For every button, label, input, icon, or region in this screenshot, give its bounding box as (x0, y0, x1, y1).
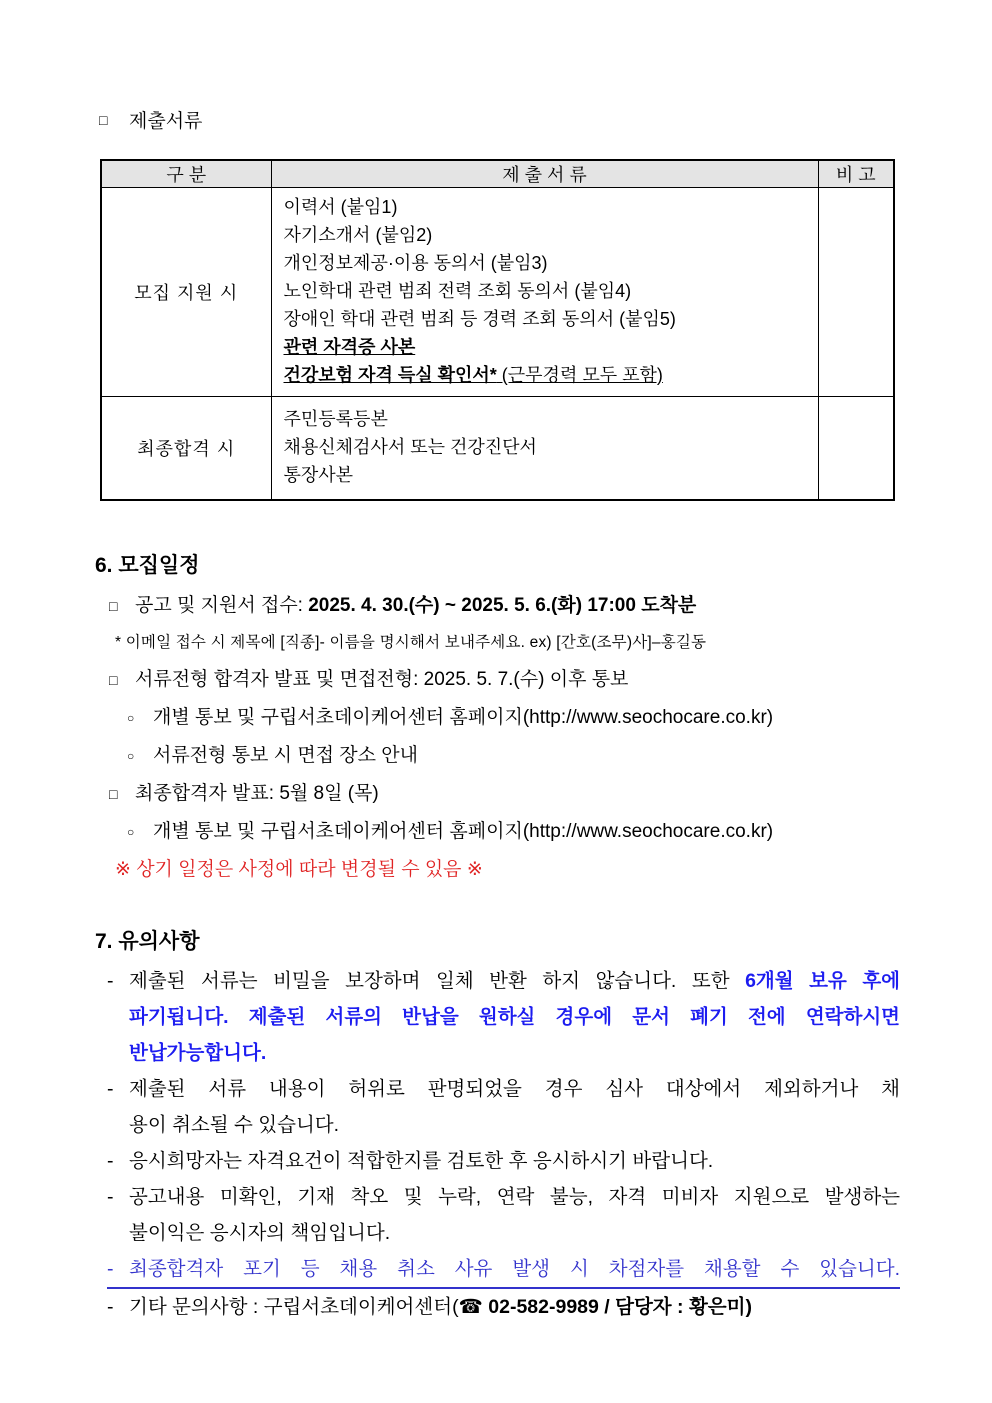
schedule-subitem-interview-place (95, 737, 900, 775)
schedule-item-reception (95, 587, 900, 625)
note-text: 제출된 서류 내용이 허위로 판명되었을 경우 심사 대상에서 제외하거나 채 (129, 1078, 900, 1100)
note-text: 공고내용 미확인, 기재 착오 및 누락, 연락 불능, 자격 미비자 지원으로 발생하는 (129, 1186, 900, 1208)
doc-line: 장애인 학대 관련 범죄 등 경력 조회 동의서 (붙임5) (283, 309, 676, 329)
circle-bullet-icon: ○ (127, 711, 135, 725)
contact-line (129, 1289, 900, 1325)
header-category: 구 분 (101, 160, 271, 188)
note-bullet-contact (95, 1289, 900, 1325)
note-cell (818, 397, 894, 501)
schedule-heading: 6. 모집일정 (95, 554, 200, 577)
contact-phone-and-person: 02-582-9989 / 담당자 : 황은미) (488, 1296, 752, 1318)
email-instruction-note: * 이메일 접수 시 제목에 [직종]- 이름을 명시해서 보내주세요. ex) [간호(조무)사]–홍길동 (115, 634, 707, 651)
doc-line: 노인학대 관련 범죄 전력 조회 동의서 (붙임4) (283, 281, 632, 301)
schedule-subitem-homepage-2 (95, 813, 900, 851)
doc-line-insurance-bold: 건강보험 자격 득실 확인서* (283, 365, 497, 385)
dash-bullet: - (107, 1150, 114, 1172)
note-text-normal: 제출된 서류는 비밀을 보장하며 일체 반환 하지 않습니다. 또한 (129, 970, 746, 992)
schedule-item-screening (95, 661, 900, 699)
schedule-item-text (135, 587, 696, 625)
table-row-final (101, 397, 894, 501)
note-text: 용이 취소될 수 있습니다. (129, 1114, 340, 1136)
reception-period: 2025. 4. 30.(수) ~ 2025. 5. 6.(화) 17:00 도착분 (308, 595, 697, 616)
doc-line-insurance (284, 361, 810, 389)
schedule-section (95, 587, 900, 889)
doc-line: 주민등록등본 (283, 409, 388, 429)
note-text: 응시희망자는 자격요건이 적합한지를 검토한 후 응시하시기 바랍니다. (129, 1150, 714, 1172)
note-bullet-retention (95, 963, 900, 999)
schedule-subitem-homepage (95, 699, 900, 737)
category-cell: 최종합격 시 (101, 397, 271, 501)
doc-line: 자기소개서 (붙임2) (283, 225, 433, 245)
category-cell: 모집 지원 시 (101, 188, 271, 397)
dash-bullet: - (107, 970, 114, 992)
schedule-change-warning: ※ 상기 일정은 사정에 따라 변경될 수 있음 ※ (115, 859, 483, 880)
schedule-item-text: 최종합격자 발표: 5월 8일 (목) (135, 783, 379, 804)
header-documents: 제 출 서 류 (271, 160, 818, 188)
note-bullet-retention-cont (95, 999, 900, 1035)
note-text-underlined: 최종합격자 포기 등 채용 취소 사유 발생 시 차점자를 채용할 수 있습니다. (129, 1258, 900, 1280)
circle-bullet-icon: ○ (127, 825, 135, 839)
reception-label: 공고 및 지원서 접수: (135, 595, 309, 616)
doc-line: 통장사본 (283, 465, 354, 485)
note-text-highlight: 파기됩니다. 제출된 서류의 반납을 원하실 경우에 문서 폐기 전에 연락하시면 (129, 1006, 901, 1028)
table-header-row (101, 160, 894, 188)
documents-cell (271, 188, 818, 397)
note-bullet-runner-up (107, 1251, 900, 1289)
dash-bullet: - (107, 1296, 114, 1318)
submission-title-text: 제출서류 (129, 111, 203, 132)
notes-section (95, 963, 900, 1325)
square-bullet-icon: □ (109, 786, 118, 802)
note-text (129, 963, 900, 999)
schedule-subitem-text: 개별 통보 및 구립서초데이케어센터 홈페이지(http://www.seochocare.co.kr) (153, 821, 774, 842)
doc-line: 채용신체검사서 또는 건강진단서 (283, 437, 537, 457)
doc-line-insurance-rest: (근무경력 모두 포함) (496, 365, 663, 385)
note-text-highlight: 6개월 보유 후에 (745, 970, 900, 992)
dash-bullet: - (107, 1258, 114, 1280)
schedule-subitem-text: 개별 통보 및 구립서초데이케어센터 홈페이지(http://www.seochocare.co.kr) (153, 707, 774, 728)
note-bullet-false-info-cont (95, 1107, 900, 1143)
note-bullet-qualification-check (95, 1143, 900, 1179)
doc-line: 개인정보제공·이용 동의서 (붙임3) (283, 253, 548, 273)
note-bullet-responsibility-cont (95, 1215, 900, 1251)
notes-heading: 7. 유의사항 (95, 930, 200, 953)
note-bullet-responsibility (95, 1179, 900, 1215)
note-text-highlight: 반납가능합니다. (129, 1042, 267, 1064)
contact-label: 기타 문의사항 : 구립서초데이케어센터(☎ (129, 1296, 489, 1318)
submission-documents-title (95, 106, 900, 133)
schedule-subitem-text: 서류전형 통보 시 면접 장소 안내 (153, 745, 418, 766)
square-bullet-icon: □ (99, 111, 108, 128)
note-cell (818, 188, 894, 397)
dash-bullet: - (107, 1078, 114, 1100)
documents-cell (271, 397, 818, 501)
doc-line-certificate: 관련 자격증 사본 (283, 337, 416, 357)
square-bullet-icon: □ (109, 598, 118, 614)
circle-bullet-icon: ○ (127, 749, 135, 763)
note-text: 불이익은 응시자의 책임입니다. (129, 1222, 391, 1244)
header-note: 비 고 (818, 160, 894, 188)
square-bullet-icon: □ (109, 672, 118, 688)
dash-bullet: - (107, 1186, 114, 1208)
table-row-apply (101, 188, 894, 397)
note-bullet-retention-cont2 (95, 1035, 900, 1071)
note-bullet-false-info (95, 1071, 900, 1107)
schedule-item-text: 서류전형 합격자 발표 및 면접전형: 2025. 5. 7.(수) 이후 통보 (135, 669, 629, 690)
doc-line: 이력서 (붙임1) (283, 197, 398, 217)
documents-table (100, 159, 895, 501)
schedule-item-final-announcement (95, 775, 900, 813)
